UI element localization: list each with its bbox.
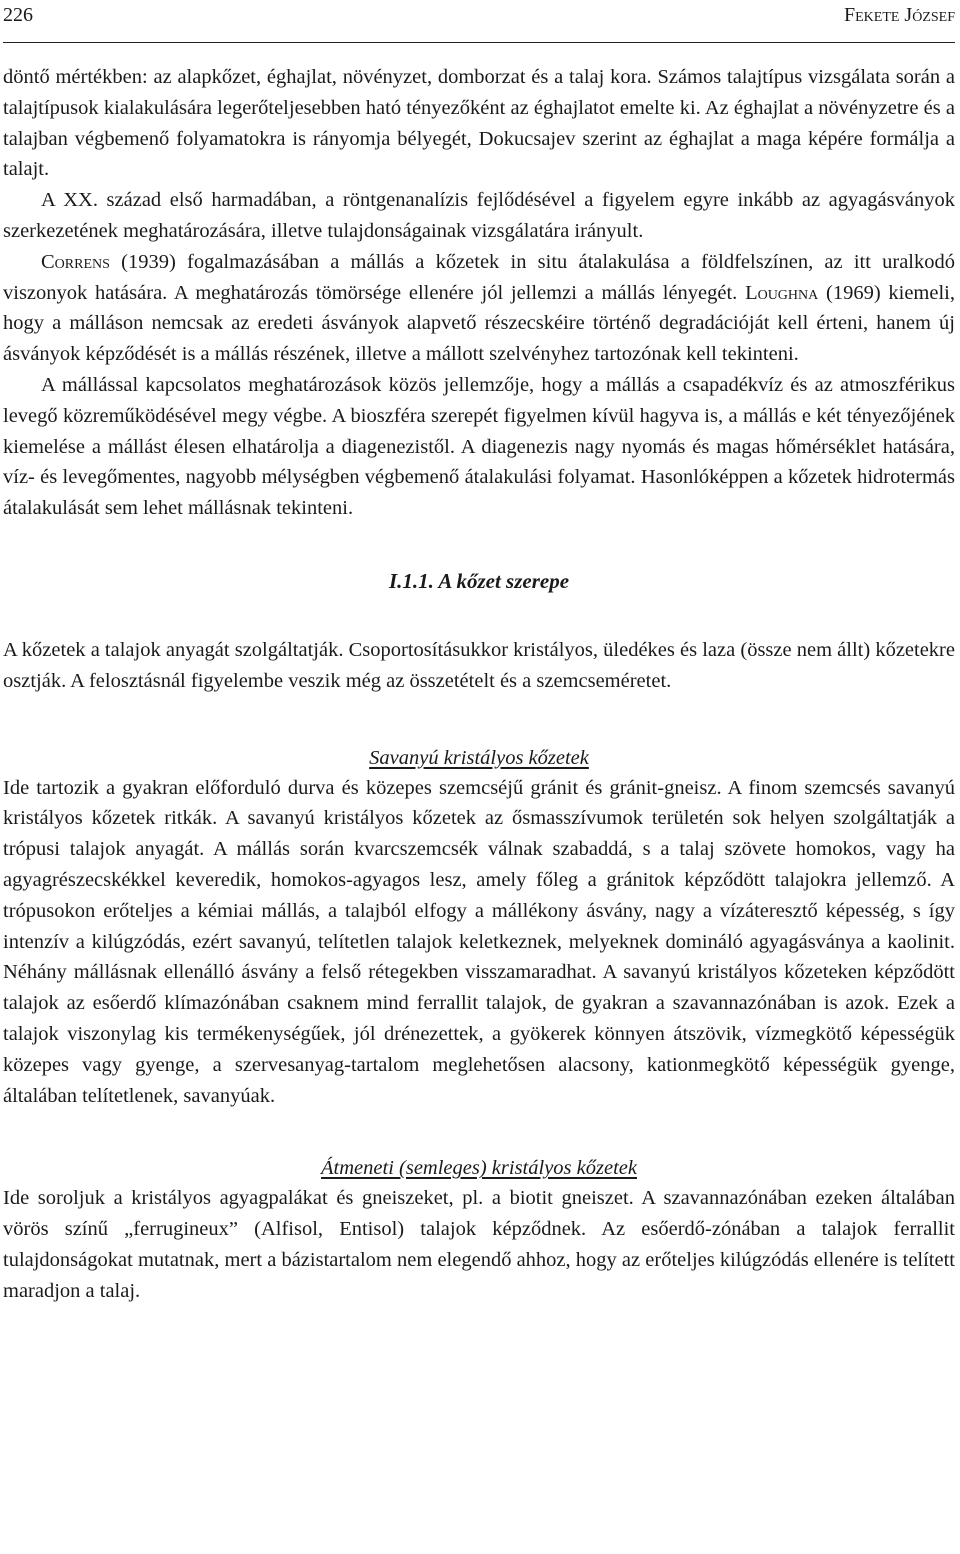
subsection-heading-transitional: Átmeneti (semleges) kristályos kőzetek (321, 1157, 637, 1180)
paragraph-6: Ide tartozik a gyakran előforduló durva és közepes szemcséjű gránit és gránit-gneisz. A finom szemcsés savanyú kristályos kőzetek ritkák. A savanyú kristályos kőzetek az ősmasszívumok területén sok helyen szolgáltatják a trópusi talajok anyagát. A mállás során kvarcszemcsék válnak szabaddá, s a talaj szövete homokos, vagy ha agyagrészecskékkel keveredik, homokos-agyagos lesz, amely főleg a gránitok képződött talajokra jellemző. A trópusokon erőteljes a kémiai mállás, a talajból elfogy a mállékony ásvány, nagy a vízáteresztő képesség, s így intenzív a kilúgzódás, ezért savanyú, telítetlen talajok keletkeznek, melyeknek domináló agyagásványa a kaolinit. Néhány mállásnak ellenálló ásvány a felső rétegekben visszamaradhat. A savanyú kristályos kőzeteken képződött talajok az esőerdő klímazónában csaknem mind ferrallit talajok, de gyakran a szavannazónában is azok. Ezek a talajok viszonylag kis termékenységűek, jól drénezettek, a gyökerek könnyen átszövik, vízmegkötő képességük közepes vagy gyenge, a szervesanyag-tartalom meglehetősen alacsony, kationmegkötő képességük gyenge, általában telítetlenek, savanyúak. (3, 776, 955, 1107)
page-body (3, 62, 955, 1307)
author-loughna: Loughna (745, 281, 819, 304)
paragraph-3 (3, 247, 955, 370)
subsection-heading-acidic: Savanyú kristályos kőzetek (369, 746, 589, 769)
running-head-author: Fekete József (843, 4, 955, 26)
section-heading: I.1.1. A kőzet szerepe (388, 568, 570, 593)
paragraph-7: Ide soroljuk a kristályos agyagpalákat és gneiszeket, pl. a biotit gneiszet. A szavannazónában ezeken általában vörös színű „ferrugineux” (Alfisol, Entisol) talajok képződnek. Az esőerdő-zónában a talajok ferrallit tulajdonságokat mutatnak, mert a bázistartalom nem elegendő ahhoz, hogy az erőteljes kilúgzódás ellenére is telített maradjon a talaj. (3, 1187, 955, 1302)
paragraph-1: döntő mértékben: az alapkőzet, éghajlat, növényzet, domborzat és a talaj kora. Számos talajtípus vizsgálata során a talajtípusok kialakulására legerőteljesebben ható tényezőként az éghajlatot emelte ki. Az éghajlat a növényzetre és a talajban végbemenő folyamatokra is rányomja bélyegét, Dokucsajev szerint az éghajlat a maga képére formálja a talajt. (3, 66, 955, 181)
paragraph-3-text-1: (1939) fogalmazásában a mállás a kőzetek in situ átalakulása a földfelszínen, az itt uralkodó viszonyok hatására. A meghatározás tömörsége ellenére jól jellemzi a mállás lényegét. (3, 250, 955, 304)
paragraph-4: A mállással kapcsolatos meghatározások közös jellemzője, hogy a mállás a csapadékvíz és az atmoszférikus levegő közreműködésével megy végbe. A bioszféra szerepét figyelmen kívül hagyva is, a mállás e két tényezőjének kiemelése a mállást élesen elhatárolja a diagenezistől. A diagenezis nagy nyomás és magas hőmérséklet hatására, víz- és levegőmentes, nagyobb mélységben végbemenő átalakulási folyamat. Hasonlóképpen a kőzetek hidrotermás átalakulását sem lehet mállásnak tekinteni. (3, 373, 955, 520)
paragraph-3-text-2: (1969) kiemeli, hogy a málláson nemcsak az eredeti ásványok alapvető részecskéire történő degradációját kell érteni, hanem új ásványok képződését is a mállás részének, illetve a mállott szelvényhez tartozónak kell tekinteni. (3, 281, 955, 366)
page-number: 226 (3, 4, 33, 26)
author-correns: Correns (41, 250, 110, 273)
paragraph-2: A XX. század első harmadában, a röntgenanalízis fejlődésével a figyelem egyre inkább az agyagásványok szerkezetének meghatározására, illetve tulajdonságainak vizsgálatára irányult. (3, 189, 955, 242)
running-header (3, 0, 955, 43)
paragraph-5: A kőzetek a talajok anyagát szolgáltatják. Csoportosításukkor kristályos, üledékes és laza (össze nem állt) kőzetekre osztják. A felosztásnál figyelembe veszik még az összetételt és a szemcseméretet. (3, 638, 955, 692)
